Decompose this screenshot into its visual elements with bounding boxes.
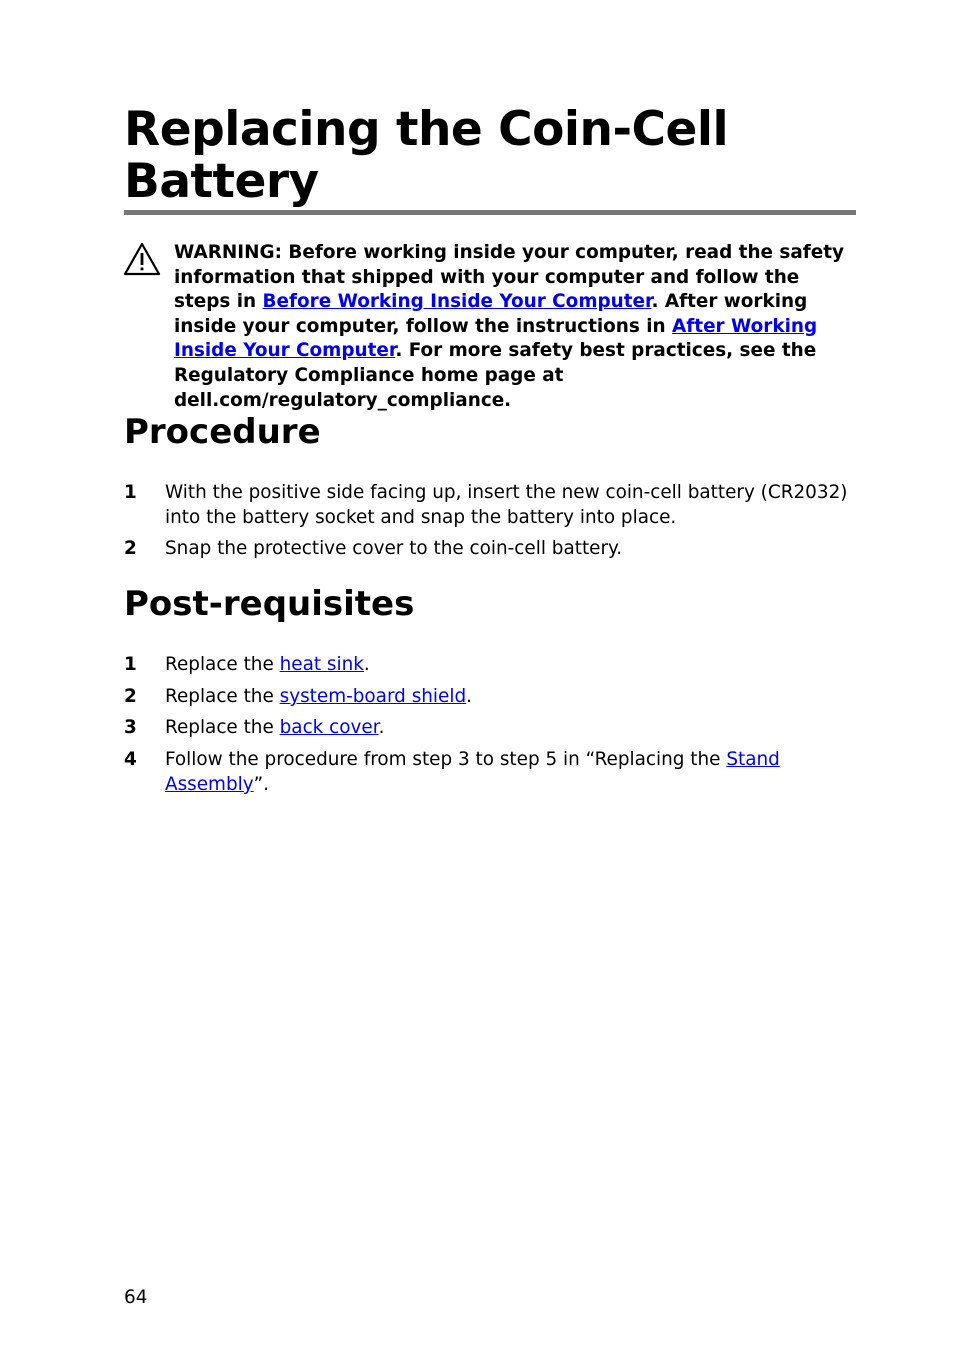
step-number: 3 xyxy=(124,717,137,738)
post-requisites-heading: Post-requisites xyxy=(124,584,415,624)
warning-text: WARNING: Before working inside your computer, read the safety information that shipped with your computer and follow the steps in Before Working Inside Your Computer. After working inside your computer, follow the instructions in After Working Inside Your Computer. For more safety best practices, see the Regulatory Compliance home page at dell.com/regulatory_compliance. xyxy=(174,242,845,411)
system-board-shield-link[interactable]: system-board shield xyxy=(279,686,467,707)
step-text: Follow the procedure from step 3 to step 5 in “Replacing the Stand Assembly”. xyxy=(165,749,780,795)
before-working-link[interactable]: Before Working Inside Your Computer xyxy=(262,291,652,313)
after-working-link[interactable]: After Working Inside Your Computer xyxy=(174,315,818,362)
step-number: 1 xyxy=(124,654,137,675)
step-text: With the positive side facing up, insert the new coin-cell battery (CR2032) into the battery socket and snap the battery into place. xyxy=(165,482,848,528)
step-text: Replace the heat sink. xyxy=(165,654,370,675)
step-number: 2 xyxy=(124,538,137,559)
step-text: Snap the protective cover to the coin-cell battery. xyxy=(165,538,623,559)
page-title: Replacing the Coin-Cell Battery xyxy=(124,102,729,209)
step-number: 4 xyxy=(124,749,137,770)
step-number: 1 xyxy=(124,482,137,503)
warning-icon xyxy=(123,242,161,276)
step-number: 2 xyxy=(124,686,137,707)
heat-sink-link[interactable]: heat sink xyxy=(279,654,364,675)
stand-assembly-link[interactable]: Stand Assembly xyxy=(165,749,780,795)
step-text: Replace the back cover. xyxy=(165,717,385,738)
back-cover-link[interactable]: back cover xyxy=(279,717,379,738)
step-text: Replace the system-board shield. xyxy=(165,686,473,707)
page-number: 64 xyxy=(124,1287,148,1308)
title-rule xyxy=(124,210,856,215)
procedure-heading: Procedure xyxy=(124,412,321,452)
